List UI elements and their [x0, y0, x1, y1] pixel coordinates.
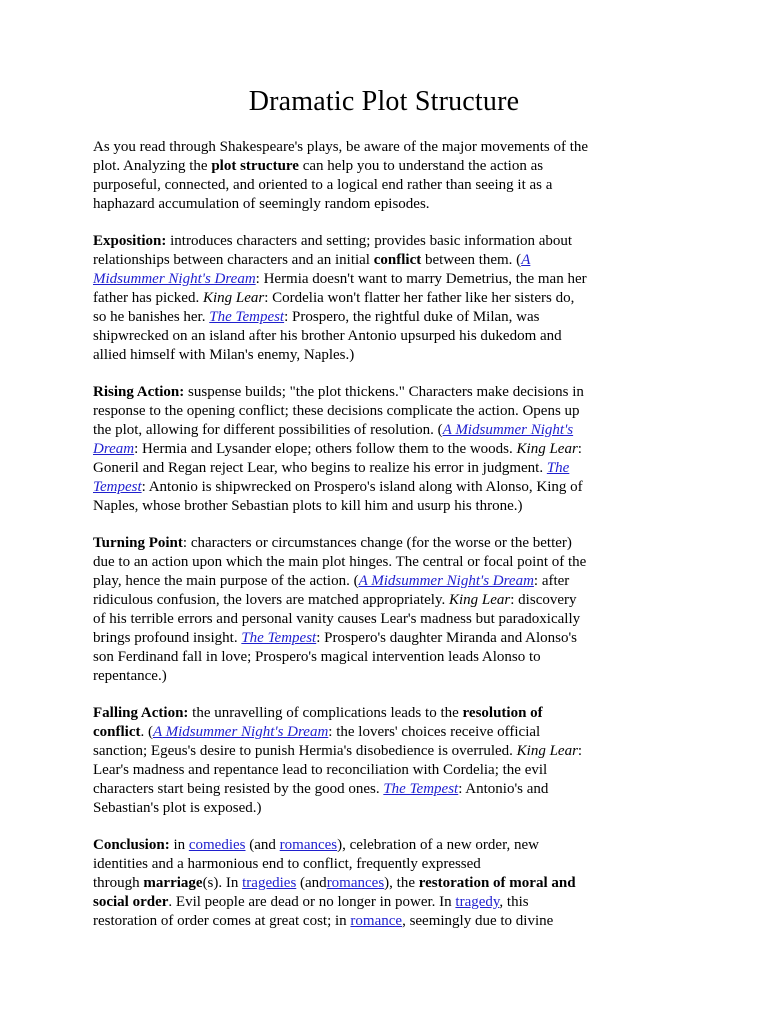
- text-line: [93, 232, 678, 251]
- text-run: allied himself with Milan's enemy, Naples.): [93, 347, 355, 363]
- text-run: , this: [499, 894, 529, 910]
- text-run: : discovery: [510, 592, 577, 608]
- text-run: (and: [245, 837, 280, 853]
- text-run: plot. Analyzing the: [93, 158, 212, 174]
- text-run: (s). In: [202, 875, 243, 891]
- play-link[interactable]: The: [546, 460, 570, 476]
- text-run: relationships between characters and an initial: [93, 252, 374, 268]
- text-line: [93, 440, 678, 459]
- text-run: restoration of order comes at great cost; in: [93, 913, 351, 929]
- text-run: : characters or circumstances change (for the worse or the better): [182, 535, 572, 551]
- comedies-link[interactable]: comedies: [188, 837, 246, 853]
- text-line: [93, 497, 678, 516]
- text-line: [93, 270, 678, 289]
- text-run: : Hermia and Lysander elope; others follow them to the woods.: [134, 441, 517, 457]
- text-line: [93, 176, 678, 195]
- play-link[interactable]: The Tempest: [209, 309, 285, 325]
- text-run: : the lovers' choices receive official: [328, 724, 541, 740]
- text-line: [93, 308, 678, 327]
- text-run: haphazard accumulation of seemingly random episodes.: [93, 196, 430, 212]
- text-run: As you read through Shakespeare's plays, be aware of the major movements of the: [93, 139, 589, 155]
- play-link[interactable]: The Tempest: [383, 781, 459, 797]
- text-run: King Lear: [202, 290, 265, 306]
- text-line: [93, 346, 678, 365]
- romance-link[interactable]: romance: [350, 913, 403, 929]
- bold-term: marriage: [143, 875, 203, 891]
- text-line: [93, 402, 678, 421]
- text-line: [93, 742, 678, 761]
- bold-term: restoration of moral and: [418, 875, 576, 891]
- text-run: through: [93, 875, 144, 891]
- bold-term: social order: [93, 894, 169, 910]
- text-line: [93, 534, 678, 553]
- conclusion-paragraph: [93, 836, 678, 931]
- play-link[interactable]: A Midsummer Night's Dream: [358, 573, 534, 589]
- section-heading: Turning Point: [93, 535, 183, 551]
- text-line: [93, 667, 678, 686]
- romances-link[interactable]: romances: [326, 875, 385, 891]
- text-run: introduces characters and setting; provides basic information about: [166, 233, 573, 249]
- exposition-paragraph: [93, 232, 678, 365]
- falling-action-paragraph: [93, 704, 678, 818]
- text-run: shipwrecked on an island after his brother Antonio upsurped his dukedom and: [93, 328, 562, 344]
- section-heading: Conclusion:: [93, 837, 170, 853]
- text-run: King Lear: [449, 592, 511, 608]
- play-link[interactable]: Midsummer Night's Dream: [93, 271, 256, 287]
- text-run: : Prospero's daughter Miranda and Alonso's: [316, 630, 578, 646]
- text-line: [93, 195, 678, 214]
- text-run: in: [169, 837, 189, 853]
- text-run: between them. (: [421, 252, 522, 268]
- rising-action-paragraph: [93, 383, 678, 516]
- text-run: the unravelling of complications leads to the: [188, 705, 463, 721]
- text-line: [93, 780, 678, 799]
- text-line: [93, 289, 678, 308]
- text-run: response to the opening conflict; these decisions complicate the action. Opens up: [93, 403, 580, 419]
- page-title: Dramatic Plot Structure: [248, 86, 520, 117]
- text-run: . Evil people are dead or no longer in power. In: [168, 894, 456, 910]
- text-run: play, hence the main purpose of the action. (: [93, 573, 359, 589]
- text-line: [93, 723, 678, 742]
- text-line: [93, 704, 678, 723]
- text-line: [93, 893, 678, 912]
- text-run: brings profound insight.: [93, 630, 242, 646]
- text-run: so he banishes her.: [93, 309, 210, 325]
- tragedy-link[interactable]: tragedy: [455, 894, 500, 910]
- play-link[interactable]: The Tempest: [241, 630, 317, 646]
- text-line: [93, 761, 678, 780]
- bold-term: resolution of: [462, 705, 543, 721]
- text-line: [93, 138, 678, 157]
- text-run: of his terrible errors and personal vanity causes Lear's madness but paradoxically: [93, 611, 581, 627]
- play-link[interactable]: Dream: [93, 441, 135, 457]
- text-line: [93, 836, 678, 855]
- text-run: characters start being resisted by the good ones.: [93, 781, 384, 797]
- text-run: sanction; Egeus's desire to punish Hermia's disobedience is overruled.: [93, 743, 517, 759]
- text-run: suspense builds; "the plot thickens." Characters make decisions in: [184, 384, 584, 400]
- text-run: purposeful, connected, and oriented to a logical end rather than seeing it as a: [93, 177, 553, 193]
- bold-term: conflict: [373, 252, 422, 268]
- text-run: Lear's madness and repentance lead to reconciliation with Cordelia; the evil: [93, 762, 548, 778]
- text-run: : Prospero, the rightful duke of Milan, was: [284, 309, 540, 325]
- text-line: [93, 648, 678, 667]
- play-link[interactable]: A Midsummer Night's Dream: [152, 724, 329, 740]
- document-body: [93, 138, 678, 949]
- text-run: : Hermia doesn't want to marry Demetrius, the man her: [255, 271, 587, 287]
- text-line: [93, 591, 678, 610]
- turning-point-paragraph: [93, 534, 678, 686]
- section-heading: Exposition:: [93, 233, 167, 249]
- text-line: [93, 157, 678, 176]
- text-run: due to an action upon which the main plot hinges. The central or focal point of the: [93, 554, 587, 570]
- text-run: ), the: [384, 875, 419, 891]
- tragedies-link[interactable]: tragedies: [242, 875, 297, 891]
- text-run: identities and a harmonious end to conflict, frequently expressed: [93, 856, 481, 872]
- text-run: . (: [140, 724, 153, 740]
- text-line: [93, 610, 678, 629]
- text-line: [93, 874, 678, 893]
- text-run: ridiculous confusion, the lovers are matched appropriately.: [93, 592, 449, 608]
- text-run: son Ferdinand fall in love; Prospero's magical intervention leads Alonso to: [93, 649, 541, 665]
- text-run: Sebastian's plot is exposed.): [93, 800, 262, 816]
- text-run: : after: [533, 573, 570, 589]
- text-run: can help you to understand the action as: [298, 158, 544, 174]
- text-run: (and: [296, 875, 327, 891]
- section-heading: Falling Action:: [93, 705, 189, 721]
- text-run: , seemingly due to divine: [402, 913, 554, 929]
- bold-term: conflict: [93, 724, 141, 740]
- text-run: : Antonio is shipwrecked on Prospero's island along with Alonso, King of: [141, 479, 583, 495]
- text-run: :: [577, 743, 583, 759]
- section-heading: Rising Action:: [93, 384, 185, 400]
- text-run: ), celebration of a new order, new: [337, 837, 539, 853]
- text-run: King Lear: [516, 441, 578, 457]
- text-line: [93, 459, 678, 478]
- text-run: Goneril and Regan reject Lear, who begins to realize his error in judgment.: [93, 460, 547, 476]
- text-run: : Antonio's and: [458, 781, 549, 797]
- text-run: :: [577, 441, 582, 457]
- text-line: [93, 421, 678, 440]
- text-line: [93, 327, 678, 346]
- intro-paragraph: [93, 138, 678, 214]
- bold-term: plot structure: [211, 158, 299, 174]
- text-line: [93, 383, 678, 402]
- romances-link[interactable]: romances: [279, 837, 338, 853]
- text-line: [93, 799, 678, 818]
- text-run: King Lear: [516, 743, 578, 759]
- play-link[interactable]: A Midsummer Night's: [442, 422, 574, 438]
- text-run: the plot, allowing for different possibilities of resolution. (: [93, 422, 443, 438]
- text-run: Naples, whose brother Sebastian plots to kill him and usurp his throne.): [93, 498, 523, 514]
- text-line: [93, 855, 678, 874]
- text-line: [93, 251, 678, 270]
- play-link[interactable]: Tempest: [93, 479, 142, 495]
- text-line: [93, 553, 678, 572]
- text-run: father has picked.: [93, 290, 203, 306]
- text-line: [93, 572, 678, 591]
- text-line: [93, 629, 678, 648]
- text-line: [93, 912, 678, 931]
- text-run: : Cordelia won't flatter her father like her sisters do,: [264, 290, 575, 306]
- play-link[interactable]: A: [521, 252, 531, 268]
- text-run: repentance.): [93, 668, 167, 684]
- text-line: [93, 478, 678, 497]
